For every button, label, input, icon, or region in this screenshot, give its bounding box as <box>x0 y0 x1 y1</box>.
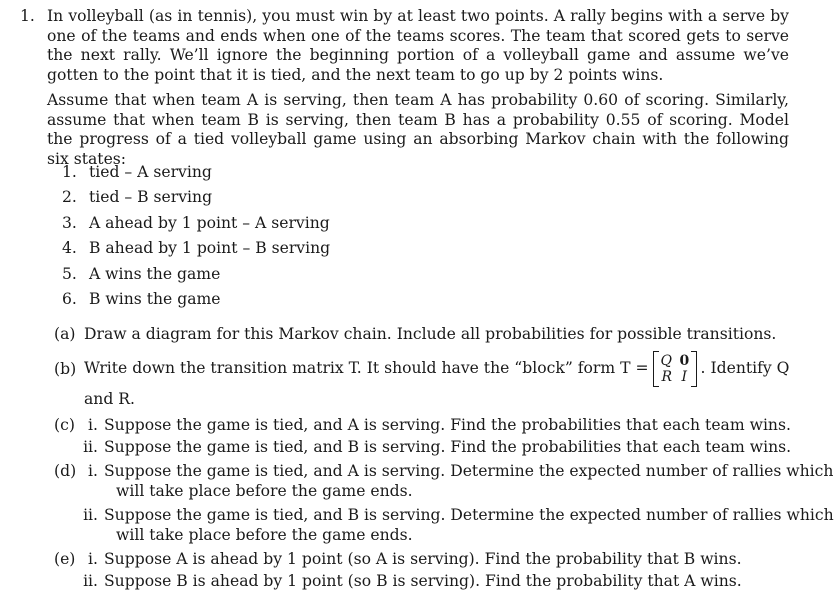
part-d-i <box>78 461 833 481</box>
matrix-left-bracket <box>653 351 659 387</box>
state-label: tied – B serving <box>88 188 213 207</box>
state-number: 5. <box>62 264 77 283</box>
part-e-i-text: Suppose A is ahead by 1 point (so A is serving). Find the probability that B wins. <box>104 550 742 568</box>
part-c-ii-text: Suppose the game is tied, and B is serving. Find the probabilities that each team wins. <box>104 438 792 456</box>
part-d-label: (d) <box>54 462 77 480</box>
state-number: 4. <box>62 239 77 258</box>
state-label: tied – A serving <box>88 163 212 181</box>
part-c-i <box>78 415 791 435</box>
matrix-r: R <box>661 369 673 385</box>
state-number: 2. <box>62 188 77 207</box>
state-item <box>62 289 330 314</box>
state-number: 3. <box>62 213 77 232</box>
intro-paragraph: In volleyball (as in tennis), you must win by at least two points. A rally begins with a serve by one of the teams and ends when one of the teams scores. The team that scored gets to serve the next rally. We’ll ignore the beginning portion of a volleyball game and assume we’ve gotten to the point that it is tied, and the next team to go up by 2 points wins. <box>47 7 789 84</box>
matrix-i: I <box>681 369 688 385</box>
part-d-ii-line1: Suppose the game is tied, and B is serving. Determine the expected number of rallies which <box>104 506 834 524</box>
state-number: 1. <box>62 163 77 181</box>
part-e-label: (e) <box>54 550 76 568</box>
part-e-i <box>78 549 742 569</box>
state-item <box>62 213 330 238</box>
state-item <box>62 238 330 263</box>
part-a-text: Draw a diagram for this Markov chain. Include all probabilities for possible transitions. <box>84 325 777 343</box>
part-d-i-line2: will take place before the game ends. <box>116 482 413 500</box>
part-d-i-line1: Suppose the game is tied, and A is serving. Determine the expected number of rallies which <box>104 462 834 480</box>
matrix-q: Q <box>660 353 673 369</box>
state-label: B wins the game <box>88 289 221 308</box>
part-e-ii-text: Suppose B is ahead by 1 point (so B is serving). Find the probability that A wins. <box>104 572 742 590</box>
part-b-line <box>84 350 789 387</box>
part-a-label: (a) <box>54 325 76 343</box>
roman-numeral: i. <box>88 416 98 434</box>
part-b-continuation: and R. <box>84 390 135 408</box>
roman-numeral: ii. <box>83 438 98 456</box>
states-list <box>62 162 330 314</box>
assumption-paragraph: Assume that when team A is serving, then team A has probability 0.60 of scoring. Similarly, assume that when team B is serving, then team B has a probability 0.55 of scoring. Model the progress of a tied volleyball game using an absorbing Markov chain with the following six states: <box>47 91 789 168</box>
matrix-zero: 0 <box>679 353 690 369</box>
state-label: B ahead by 1 point – B serving <box>88 239 331 258</box>
state-item <box>62 162 330 187</box>
part-b-label: (b) <box>54 360 77 378</box>
matrix-right-bracket <box>691 351 697 387</box>
state-item <box>62 187 330 212</box>
roman-numeral: i. <box>88 462 98 480</box>
part-c-ii <box>78 437 791 457</box>
block-matrix <box>653 351 697 387</box>
part-e-ii <box>78 571 742 591</box>
roman-numeral: i. <box>88 550 98 568</box>
state-number: 6. <box>62 289 77 308</box>
part-d-ii-line2: will take place before the game ends. <box>116 526 413 544</box>
part-b-text-before: Write down the transition matrix T. It should have the “block” form T = <box>84 359 649 377</box>
part-c-i-text: Suppose the game is tied, and A is serving. Find the probabilities that each team wins. <box>104 416 791 434</box>
roman-numeral: ii. <box>83 572 98 590</box>
state-item <box>62 264 330 289</box>
roman-numeral: ii. <box>83 506 98 524</box>
part-c-label: (c) <box>54 416 75 434</box>
state-label: A ahead by 1 point – A serving <box>88 213 330 232</box>
part-b-text-after: . Identify Q <box>700 359 790 377</box>
state-label: A wins the game <box>88 264 221 283</box>
part-d-ii <box>78 505 834 525</box>
problem-number: 1. <box>20 7 35 25</box>
